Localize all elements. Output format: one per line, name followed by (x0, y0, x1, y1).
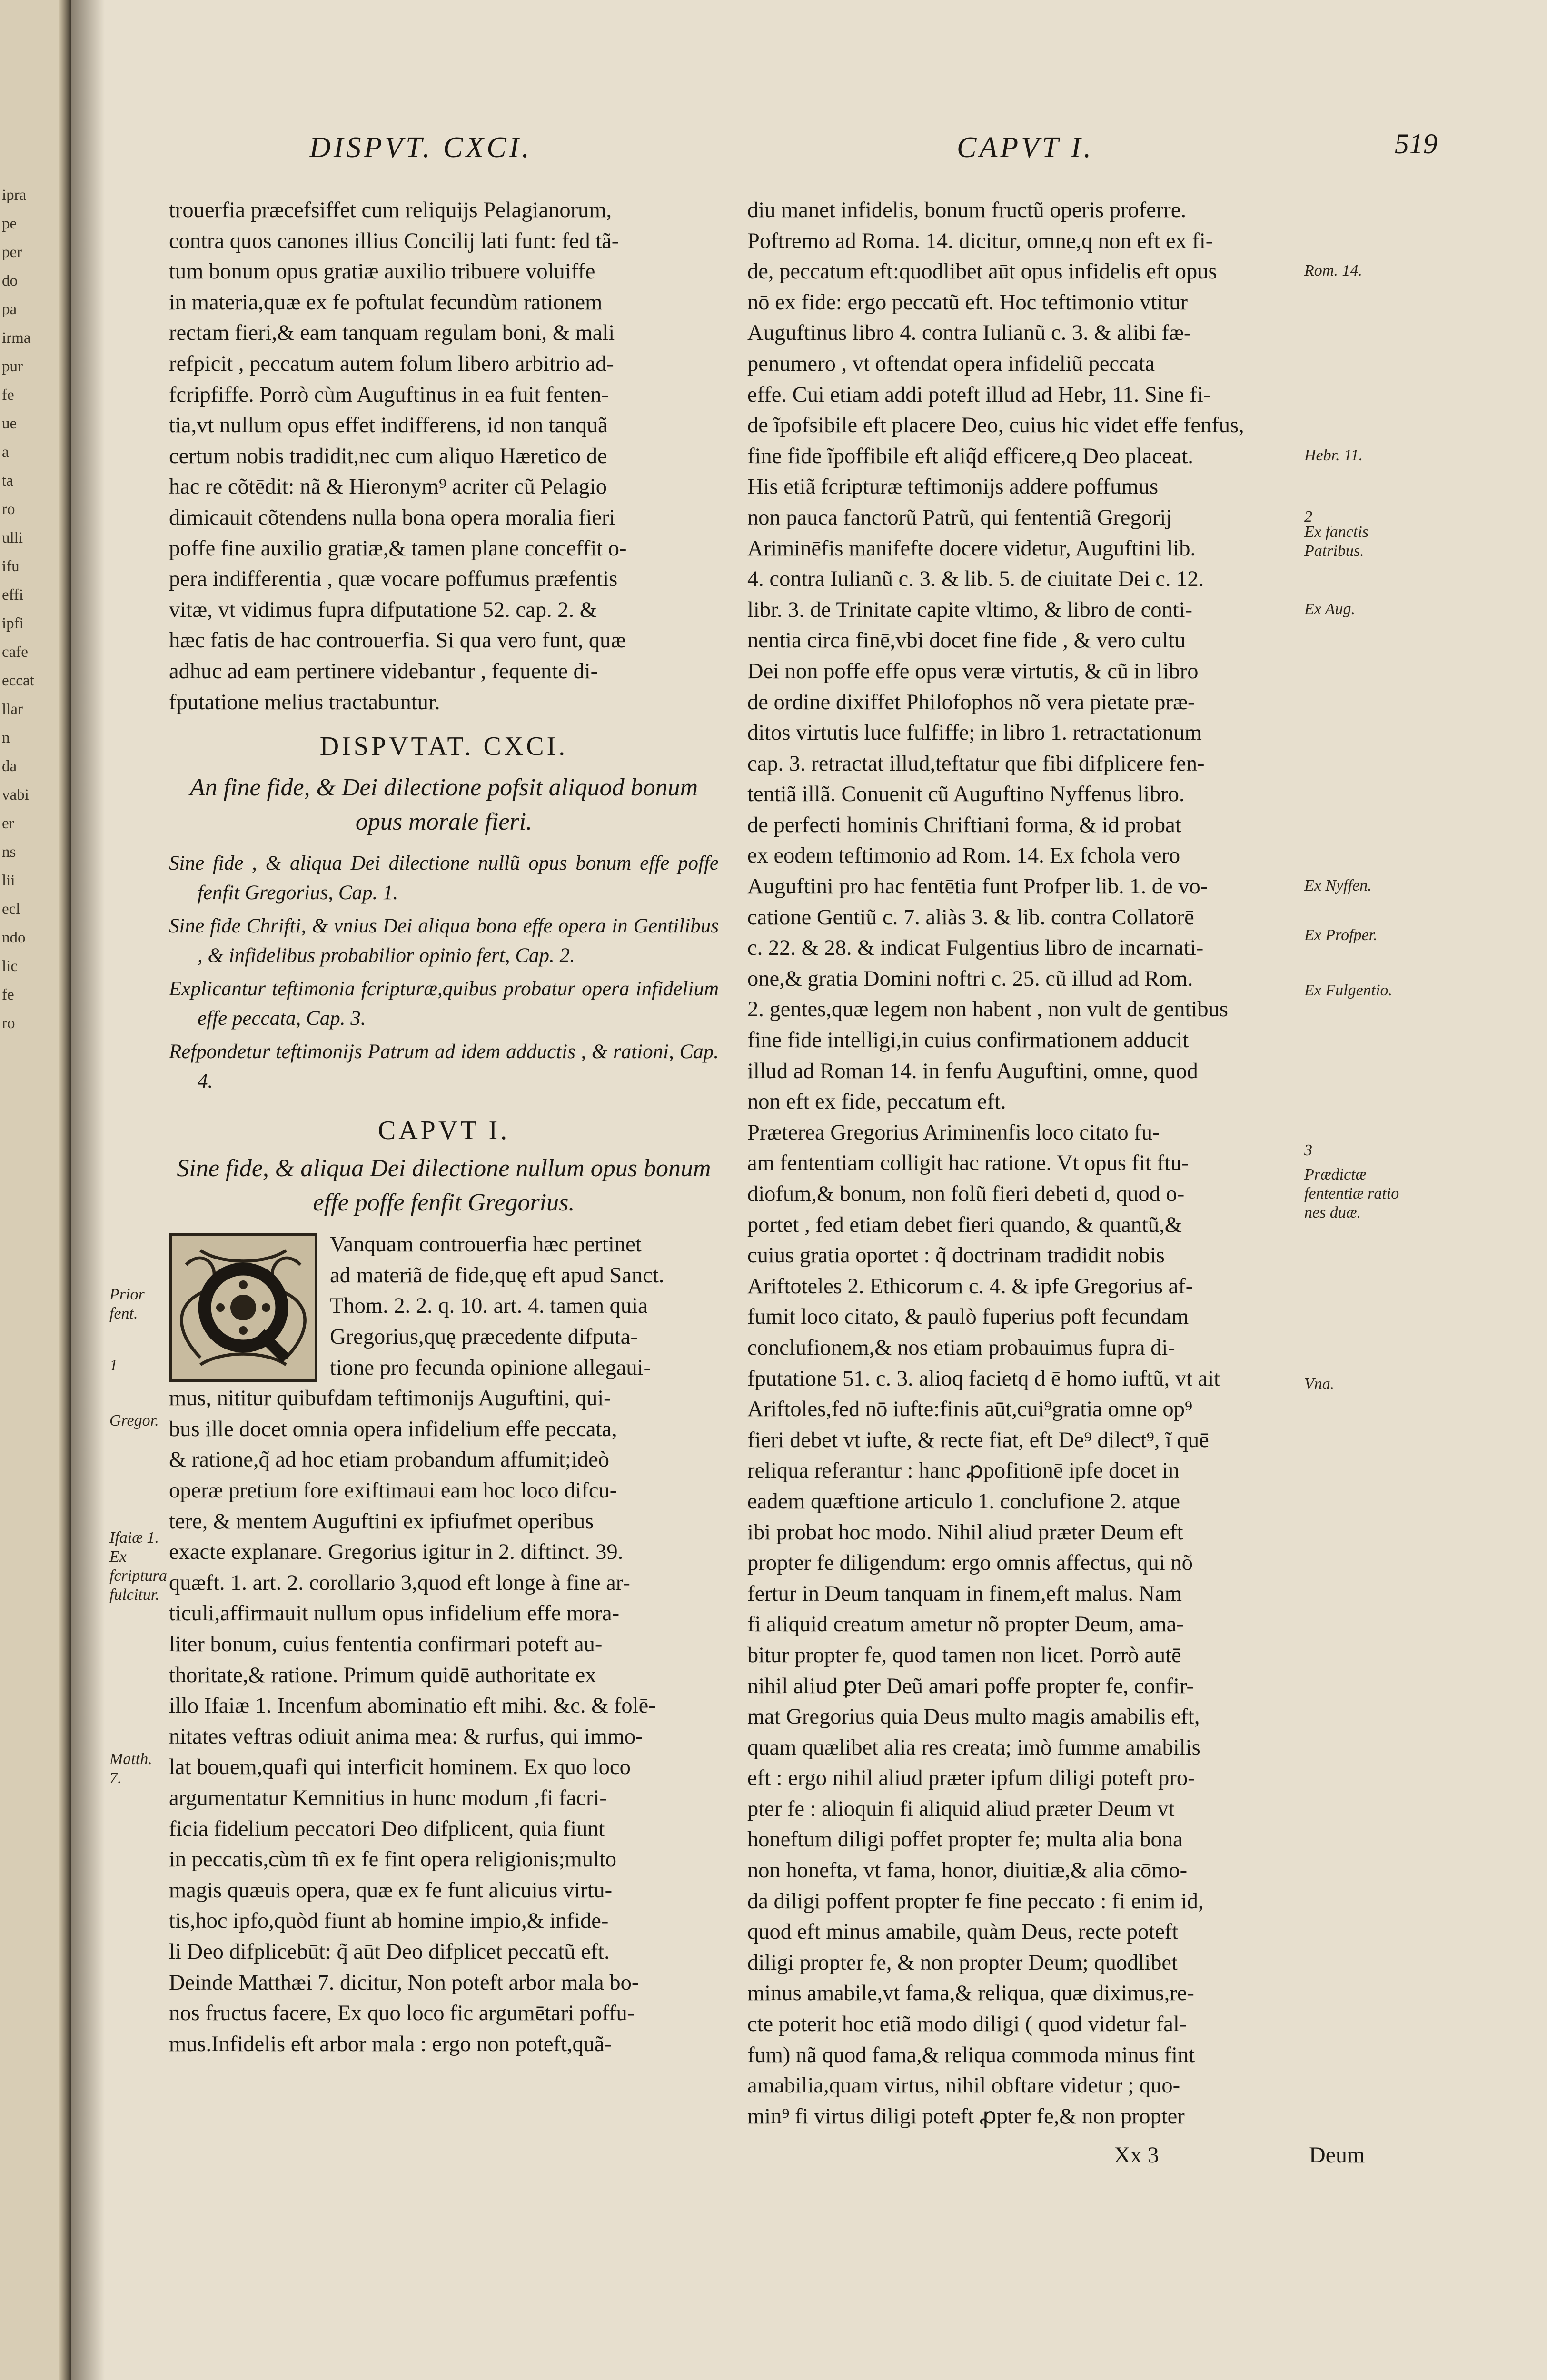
caput-title: CAPVT I. (377, 1115, 510, 1145)
text-line: eft : ergo nihil aliud præter ipfum diligi poteft pro- (747, 1766, 1195, 1791)
decorated-initial-q-icon (172, 1236, 315, 1379)
text-line: 2. gentes,quæ legem non habent , non vult de gentibus (747, 997, 1228, 1022)
text-line: vitæ, vt vidimus fupra difputatione 52. cap. 2. & (169, 597, 597, 622)
summary-item: Refpondetur teftimonijs Patrum ad idem adductis , & rationi, Cap. 4. (169, 1040, 719, 1092)
left-page-fragment: ipra (2, 187, 27, 204)
text-line: hac re cõtēdit: nã & Hieronym⁹ acriter cũ Pelagio (169, 475, 607, 499)
text-line: conclufionem,& nos etiam probauimus fupra di- (747, 1335, 1175, 1360)
left-page-fragment: er (2, 815, 14, 832)
left-page-fragment: pur (2, 358, 23, 375)
left-page-fragment: ns (2, 843, 16, 861)
summary-item: Sine fide Chrifti, & vnius Dei aliqua bona effe opera in Gentilibus , & infidelibus probabilior opinio fert, Cap. 2. (169, 914, 719, 967)
text-line: catione Gentiũ c. 7. aliàs 3. & lib. contra Collatorē (747, 905, 1194, 930)
margin-note: 3 (1304, 1141, 1312, 1159)
text-line: one,& gratia Domini noftri c. 25. cũ illud ad Rom. (747, 966, 1193, 991)
text-line: hæc fatis de hac controuerfia. Si qua vero funt, quæ (169, 628, 626, 653)
text-line: trouerfia præcefsiffet cum reliquijs Pelagianorum, (169, 198, 612, 222)
summary-item: Explicantur teftimonia fcripturæ,quibus probatur opera infidelium effe peccata, Cap. 3. (169, 977, 719, 1030)
text-line: mus.Infidelis eft arbor mala : ergo non poteft,quã- (169, 2032, 612, 2056)
book-page (71, 0, 1547, 2380)
text-line: Auguftinus libro 4. contra Iulianũ c. 3. & alibi fæ- (747, 321, 1191, 346)
text-line: Auguftini pro hac fentētia funt Profper lib. 1. de vo- (747, 874, 1208, 899)
running-head-left: DISPVT. CXCI. (309, 131, 532, 164)
text-line: cap. 3. retractat illud,teftatur que fibi difplicere fen- (747, 751, 1205, 776)
margin-note: Rom. 14. (1304, 262, 1362, 280)
text-line: libr. 3. de Trinitate capite vltimo, & libro de conti- (747, 597, 1193, 622)
text-line: Vanquam controuerfia hæc pertinet (330, 1232, 642, 1257)
text-line: minus amabile,vt fama,& reliqua, quæ diximus,re- (747, 1981, 1194, 2006)
margin-note: Hebr. 11. (1304, 446, 1363, 464)
text-line: certum nobis tradidit,nec cum aliquo Hæretico de (169, 444, 607, 468)
signature-mark: Xx 3 (1114, 2142, 1159, 2168)
text-line: fertur in Deum tanquam in finem,eft malus. Nam (747, 1581, 1182, 1606)
text-line: reliqua referantur : hanc ꝓpofitionē ipfe docet in (747, 1458, 1180, 1483)
disputatio-title: DISPVTAT. CXCI. (319, 732, 568, 762)
left-page-fragment: n (2, 729, 10, 746)
text-line: bus ille docet omnia opera infidelium effe peccata, (169, 1417, 617, 1441)
text-line: illud ad Roman 14. in fenfu Auguftini, omne, quod (747, 1059, 1198, 1083)
text-line: cte poterit hoc etiã modo diligi ( quod videtur fal- (747, 2012, 1187, 2037)
margin-note: 2 (1304, 508, 1312, 526)
text-line: illo Ifaiæ 1. Incenfum abominatio eft mihi. &c. & folē- (169, 1694, 656, 1718)
margin-note: Vna. (1304, 1375, 1335, 1393)
text-line: de ĩpofsibile eft placere Deo, cuius hic videt effe fenfus, (747, 413, 1244, 438)
margin-note: Ifaiæ 1. Ex fcriptura fulcitur. (109, 1528, 167, 1604)
text-line: am fententiam colligit hac ratione. Vt opus fit ftu- (747, 1151, 1189, 1176)
text-line: Ariftoles,fed nō iufte:finis aūt,cui⁹gratia omne op⁹ (747, 1397, 1193, 1422)
text-line: rectam fieri,& eam tanquam regulam boni, & mali (169, 321, 615, 346)
margin-note: Ex Aug. (1304, 600, 1356, 618)
left-page-fragment: lic (2, 958, 18, 975)
text-line: pera indifferentia , quæ vocare poffumus præfentis (169, 567, 618, 592)
text-line: Gregorius,quę præcedente difputa- (330, 1325, 638, 1349)
text-line: Præterea Gregorius Ariminenfis loco citato fu- (747, 1120, 1160, 1145)
chapter-summary (169, 849, 719, 1096)
text-line: lat bouem,quafi qui interficit hominem. Ex quo loco (169, 1755, 631, 1780)
text-line: magis quæuis opera, quæ ex fe funt alicuius virtu- (169, 1878, 613, 1903)
left-page-fragment: ipfi (2, 615, 24, 632)
text-line: eadem quæftione articulo 1. conclufione 2. atque (747, 1489, 1180, 1514)
text-line: fi aliquid creatum ametur nõ propter Deum, ama- (747, 1612, 1184, 1637)
left-column-body (169, 1383, 719, 2060)
page-binding-shadow (59, 0, 71, 2380)
left-page-fragment: fe (2, 387, 14, 404)
running-head-right: CAPVT I. (957, 131, 1094, 164)
left-page-fragment: eccat (2, 672, 34, 689)
text-line: Ariminēfis manifefte docere videtur, Auguftini lib. (747, 536, 1196, 561)
margin-note: Matth. 7. (109, 1750, 152, 1787)
left-page-fragment: fe (2, 986, 14, 1003)
text-line: fum) nã quod fama,& reliqua commoda minus fint (747, 2043, 1195, 2067)
left-page-fragment: ta (2, 472, 13, 489)
text-line: cuius gratia oportet : q̃ doctrinam tradidit nobis (747, 1243, 1165, 1268)
text-line: adhuc ad eam pertinere videbantur , fequente di- (169, 659, 598, 684)
caput-subtitle: Sine fide, & aliqua Dei dilectione nullum opus bonum effe poffe fenfit Gregorius. (177, 1155, 711, 1217)
text-line: nitates veftras odiuit anima mea: & rurfus, qui immo- (169, 1724, 643, 1749)
text-line: diu manet infidelis, bonum fructũ operis proferre. (747, 198, 1186, 222)
text-line: tere, & mentem Auguftini ex ipfiufmet operibus (169, 1509, 594, 1534)
left-page-fragments (2, 181, 54, 1038)
text-line: li Deo difplicebūt: q̃ aūt Deo difplicet peccatũ eft. (169, 1939, 610, 1964)
text-line: fcripfiffe. Porrò cùm Auguftinus in ea fuit fenten- (169, 382, 609, 407)
text-line: bitur propter fe, quod tamen non licet. Porrò autē (747, 1643, 1181, 1667)
text-line: thoritate,& ratione. Primum quidē authoritate ex (169, 1663, 596, 1687)
text-line: exacte explanare. Gregorius igitur in 2. diftinct. 39. (169, 1540, 624, 1565)
left-facing-page (0, 0, 71, 2380)
text-line: Thom. 2. 2. q. 10. art. 4. tamen quia (330, 1294, 648, 1319)
left-page-fragment: ifu (2, 558, 20, 575)
text-line: amabilia,quam virtus, nihil obftare videtur ; quo- (747, 2073, 1180, 2098)
text-line: c. 22. & 28. & indicat Fulgentius libro de incarnati- (747, 936, 1204, 961)
decorated-initial (169, 1233, 317, 1382)
text-line: propter fe diligendum: ergo omnis affectus, qui nõ (747, 1551, 1193, 1576)
left-page-fragment: ro (2, 501, 15, 518)
left-page-fragment: pa (2, 301, 17, 318)
text-line: fine fide ĩpoffibile eft aliq̃d efficere,q Deo placeat. (747, 444, 1193, 468)
left-page-fragment: per (2, 244, 22, 261)
margin-note: Ex Fulgentio. (1304, 981, 1393, 999)
left-page-fragment: ro (2, 1015, 15, 1032)
text-line: ibi probat hoc modo. Nihil aliud præter Deum eft (747, 1520, 1183, 1545)
text-line: nihil aliud ꝑter Deũ amari poffe propter fe, confir- (747, 1674, 1194, 1698)
text-line: operæ pretium fore exiftimaui eam hoc loco difcu- (169, 1478, 617, 1503)
text-line: in materia,quæ ex fe poftulat fecundùm rationem (169, 290, 603, 315)
text-line: tis,hoc ipfo,quòd fiunt ab homine impio,& infide- (169, 1909, 609, 1934)
text-line: & ratione,q̃ ad hoc etiam probandum affumit;ideò (169, 1448, 610, 1472)
catchword: Deum (1309, 2142, 1365, 2168)
text-line: contra quos canones illius Concilij lati funt: fed tã- (169, 228, 619, 253)
text-line: penumero , vt oftendat opera infideliũ peccata (747, 351, 1155, 376)
text-line: Deinde Matthæi 7. dicitur, Non poteft arbor mala bo- (169, 1970, 639, 1995)
left-page-fragment: vabi (2, 786, 29, 803)
text-line: ditos virtutis luce fulfiffe; in libro 1. retractationum (747, 721, 1202, 745)
text-line: poffe fine auxilio gratiæ,& tamen plane conceffit o- (169, 536, 627, 561)
text-line: mus, nititur quibufdam teftimonijs Auguftini, qui- (169, 1386, 611, 1411)
left-column (169, 195, 719, 2060)
left-page-fragment: llar (2, 701, 23, 718)
text-line: fputatione melius tractabuntur. (169, 690, 440, 714)
left-page-fragment: lii (2, 872, 15, 889)
text-line: quod eft minus amabile, quàm Deus, recte poteft (747, 1920, 1179, 1944)
text-line: liter bonum, cuius fententia confirmari poteft au- (169, 1632, 603, 1656)
text-line: mat Gregorius quia Deus multo magis amabilis eft, (747, 1705, 1200, 1729)
gutter-shadow (71, 0, 105, 2380)
left-page-fragment: effi (2, 586, 24, 604)
text-line: quam quælibet alia res creata; imò fumme amabilis (747, 1735, 1200, 1760)
left-page-fragment: pe (2, 215, 17, 232)
text-line: tentiã illã. Conuenit cũ Auguftino Nyffenus libro. (747, 782, 1185, 807)
left-page-fragment: cafe (2, 644, 28, 661)
text-line: effe. Cui etiam addi poteft illud ad Hebr, 11. Sine fi- (747, 382, 1211, 407)
text-line: Poftremo ad Roma. 14. dicitur, omne,q non eft ex fi- (747, 228, 1213, 253)
text-line: pter fe : alioquin fi aliquid aliud præter Deum vt (747, 1796, 1175, 1821)
left-page-fragment: a (2, 444, 9, 461)
right-column (747, 195, 1297, 2132)
left-page-fragment: do (2, 272, 18, 289)
text-line: tum bonum opus gratiæ auxilio tribuere voluiffe (169, 259, 595, 284)
margin-note: Gregor. (109, 1412, 159, 1430)
text-line: nentia circa finē,vbi docet fine fide , & vero cultu (747, 628, 1186, 653)
text-line: fputatione 51. c. 3. alioq facietq d ē homo iuftũ, vt ait (747, 1366, 1220, 1391)
question-title: An fine fide, & Dei dilectione pofsit aliquod bonum opus morale fieri. (189, 774, 698, 835)
left-page-fragment: da (2, 758, 17, 775)
text-line: non pauca fanctorũ Patrũ, qui fententiã Gregorij (747, 505, 1172, 530)
left-page-fragment: ue (2, 415, 17, 432)
text-line: tione pro fecunda opinione allegaui- (330, 1355, 651, 1380)
text-line: non eft ex fide, peccatum eft. (747, 1090, 1006, 1114)
margin-note: 1 (109, 1356, 118, 1374)
text-line: Ariftoteles 2. Ethicorum c. 4. & ipfe Gregorius af- (747, 1274, 1193, 1299)
text-line: Dei non poffe effe opus veræ virtutis, & cũ in libro (747, 659, 1199, 684)
text-line: refpicit , peccatum autem folum libero arbitrio ad- (169, 351, 614, 376)
text-line: ficia fidelium peccatori Deo difplicent, quia fiunt (169, 1816, 605, 1841)
text-line: non honefta, vt fama, honor, diuitiæ,& alia cōmo- (747, 1858, 1188, 1883)
text-line: de, peccatum eft:quodlibet aūt opus infidelis eft opus (747, 259, 1217, 284)
text-line: quæft. 1. art. 2. corollario 3,quod eft longe à fine ar- (169, 1570, 630, 1595)
text-line: de perfecti hominis Chriftiani forma, & id probat (747, 813, 1181, 837)
left-page-fragment: ulli (2, 529, 23, 546)
left-page-fragment: irma (2, 329, 31, 347)
text-line: fine fide intelligi,in cuius confirmationem adducit (747, 1028, 1189, 1053)
text-line: honeftum diligi poffet propter fe; multa alia bona (747, 1827, 1183, 1852)
text-line: da diligi poffent propter fe fine peccato : fi enim id, (747, 1889, 1204, 1914)
text-line: dimicauit cõtendens nulla bona opera moralia fieri (169, 505, 615, 530)
text-line: diofum,& bonum, non folũ fieri debeti d, quod o- (747, 1182, 1185, 1206)
folio-number: 519 (1395, 128, 1438, 159)
text-line: argumentatur Kemnitius in hunc modum ,fi facri- (169, 1785, 607, 1810)
text-line: ex eodem teftimonio ad Rom. 14. Ex fchola vero (747, 843, 1180, 868)
text-line: in peccatis,cùm tñ ex fe fint opera religionis;multo (169, 1847, 617, 1872)
text-line: nos fructus facere, Ex quo loco fic argumētari poffu- (169, 2001, 635, 2026)
summary-item: Sine fide , & aliqua Dei dilectione nullũ opus bonum effe poffe fenfit Gregorius, Cap. 1. (169, 852, 719, 904)
left-column-opening-text (169, 195, 719, 718)
text-line: tia,vt nullum opus effet indifferens, id non tanquã (169, 413, 608, 438)
text-line: portet , fed etiam debet fieri quando, & quantũ,& (747, 1212, 1182, 1237)
text-line: min⁹ fi virtus diligi poteft ꝓpter fe,& non propter (747, 2104, 1185, 2129)
text-line: 4. contra Iulianũ c. 3. & lib. 5. de ciuitate Dei c. 12. (747, 567, 1204, 592)
text-line: ticuli,affirmauit nullum opus infidelium effe mora- (169, 1601, 620, 1626)
margin-note: Prior fent. (109, 1286, 145, 1323)
text-line: fieri debet vt iufte, & recte fiat, eft De⁹ dilect⁹, ĩ quē (747, 1428, 1209, 1452)
caput-body (169, 1230, 719, 2060)
margin-note: Ex fanctis Patribus. (1304, 523, 1369, 560)
text-line: His etiã fcripturæ teftimonijs addere poffumus (747, 475, 1159, 499)
margin-note: Ex Profper. (1304, 926, 1378, 944)
text-line: diligi propter fe, & non propter Deum; quodlibet (747, 1950, 1178, 1975)
margin-note: Prædictæ fententiæ ratio nes duæ. (1304, 1166, 1399, 1222)
margin-note: Ex Nyffen. (1304, 877, 1372, 895)
text-line: fumit loco citato, & paulò fuperius poft fecundam (747, 1305, 1189, 1329)
left-page-fragment: ecl (2, 901, 20, 918)
text-line: ad materiã de fide,quę eft apud Sanct. (330, 1263, 664, 1288)
left-page-fragment: ndo (2, 929, 26, 946)
text-line: nō ex fide: ergo peccatũ eft. Hoc teftimonio vtitur (747, 290, 1188, 315)
text-line: de ordine dixiffet Philofophos nõ vera pietate præ- (747, 690, 1195, 714)
